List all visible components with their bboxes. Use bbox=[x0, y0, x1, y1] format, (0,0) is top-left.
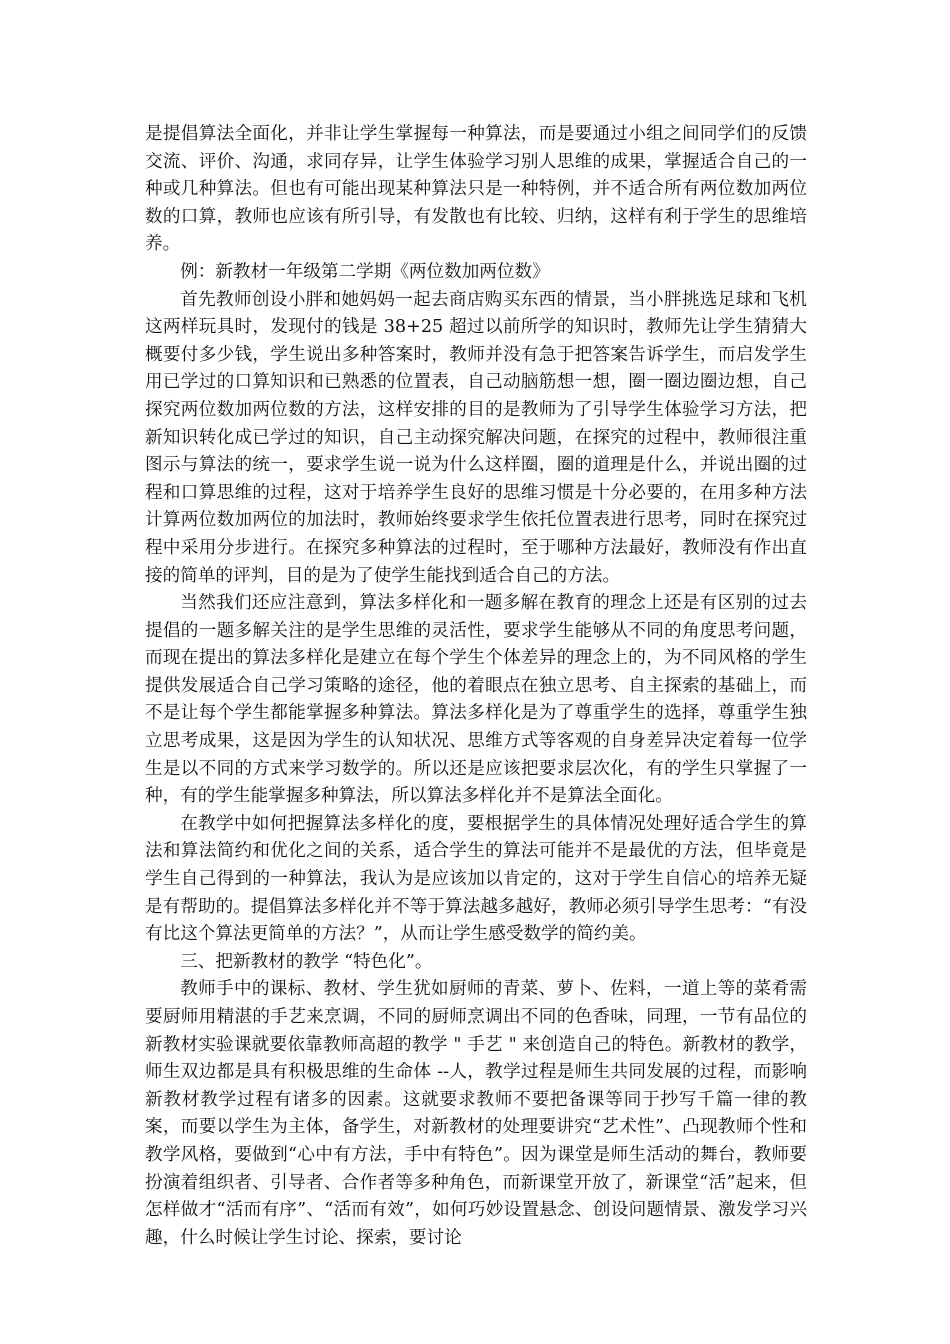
paragraph-degree-of-diversification: 在教学中如何把握算法多样化的度，要根据学生的具体情况处理好适合学生的算法和算法简约和优化之间的关系，适合学生的算法可能并不是最优的方法，但毕竟是学生自己得到的一种算法，我认为是应该加以肯定的，这对于学生自信心的培养无疑是有帮助的。提倡算法多样化并不等于算法越多越好，教师必须引导学生思考：“有没有比这个算法更简单的方法？”，从而让学生感受数学的简约美。 bbox=[145, 813, 807, 945]
section-heading-characteristic-teaching: 三、把新教材的教学 “特色化”。 bbox=[180, 951, 433, 972]
paragraph-diversification-vs-multiple-solutions: 当然我们还应注意到，算法多样化和一题多解在教育的理念上还是有区别的过去提倡的一题多解关注的是学生思维的灵活性，要求学生能够从不同的角度思考问题，而现在提出的算法多样化是建立在每个学生个体差异的理念上的，为不同风格的学生提供发展适合自己学习策略的途径，他的着眼点在独立思考、自主探索的基础上，而不是让每个学生都能掌握多种算法。算法多样化是为了尊重学生的选择，尊重学生独立思考成果，这是因为学生的认知状况、思维方式等客观的自身差异决定着每一位学生是以不同的方式来学习数学的。所以还是应该把要求层次化，有的学生只掌握了一种，有的学生能掌握多种算法，所以算法多样化并不是算法全面化。 bbox=[145, 593, 807, 807]
paragraph-algorithm-intro: 是提倡算法全面化，并非让学生掌握每一种算法，而是要通过小组之间同学们的反馈交流、评价、沟通，求同存异，让学生体验学习别人思维的成果，掌握适合自己的一种或几种算法。但也有可能出现某种算法只是一种特例，并不适合所有两位数加两位数的口算，教师也应该有所引导，有发散也有比较、归纳，这样有利于学生的思维培养。 bbox=[145, 124, 807, 255]
document-page bbox=[145, 121, 807, 1252]
paragraph-example-description: 首先教师创设小胖和她妈妈一起去商店购买东西的情景，当小胖挑选足球和飞机这两样玩具时，发现付的钱是 38+25 超过以前所学的知识时，教师先让学生猜猜大概要付多少钱，学生说出多种答案时，教师并没有急于把答案告诉学生，而启发学生用已学过的口算知识和已熟悉的位置表，自己动脑筋想一想，圈一圈边圈边想，自己探究两位数加两位数的方法，这样安排的目的是教师为了引导学生体验学习方法，把新知识转化成已学过的知识，自己主动探究解决问题，在探究的过程中，教师很注重图示与算法的统一，要求学生说一说为什么这样圈，圈的道理是什么，并说出圈的过程和口算思维的过程，这对于培养学生良好的思维习惯是十分必要的，在用多种方法计算两位数加两位的加法时，教师始终要求学生依托位置表进行思考，同时在探究过程中采用分步进行。在探究多种算法的过程时，至于哪种方法最好，教师没有作出直接的简单的评判，目的是为了使学生能找到适合自己的方法。 bbox=[145, 289, 807, 586]
paragraph-example-heading: 例：新教材一年级第二学期《两位数加两位数》 bbox=[180, 261, 550, 282]
paragraph-teacher-craft: 教师手中的课标、教材、学生犹如厨师的青菜、萝卜、佐料，一道上等的菜肴需要厨师用精湛的手艺来烹调，不同的厨师烹调出不同的色香味，同理，一节有品位的新教材实验课就要依靠教师高超的教学 " 手艺 " 来创造自己的特色。新教材的教学，师生双边都是具有积极思维的生命体 --人，教学过程是师生共同发展的过程，而影响新教材教学过程有诸多的因素。这就要求教师不要把备课等同于抄写千篇一律的教案，而要以学生为主体，备学生，对新教材的处理要讲究“艺术性”、凸现教师个性和教学风格，要做到“心中有方法，手中有特色”。因为课堂是师生活动的舞台，教师要扮演着组织者、引导者、合作者等多种角色，而新课堂开放了，新课堂“活”起来，但怎样做才“活而有序”、“活而有效”，如何巧妙设置悬念、创设问题情景、激发学习兴趣，什么时候让学生讨论、探索，要讨论 bbox=[145, 979, 807, 1248]
